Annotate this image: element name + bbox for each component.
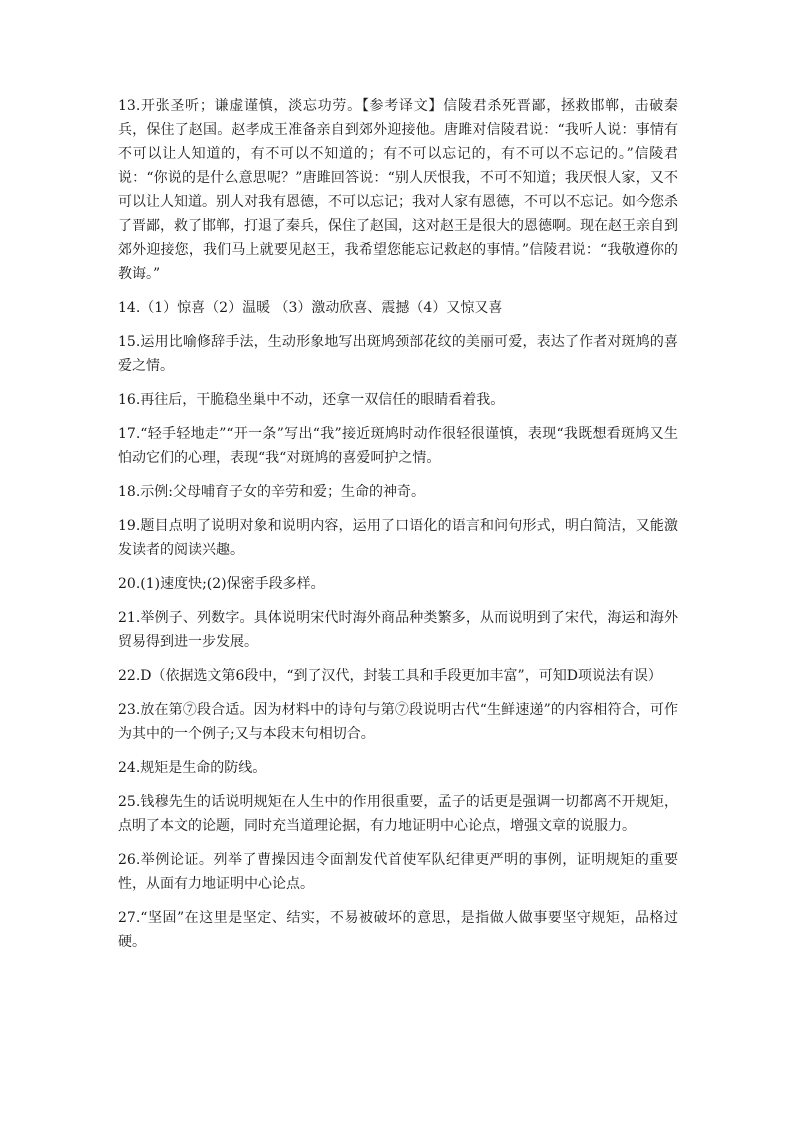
answer-list <box>118 94 678 964</box>
answer-18: 18.示例:父母哺育子女的辛劳和爱；生命的神奇。 <box>118 484 425 500</box>
answer-14: 14.（1）惊喜（2）温暖 （3）激动欣喜、震撼（4）又惊又喜 <box>118 300 503 316</box>
answer-19: 19.题目点明了说明对象和说明内容，运用了口语化的语言和问句形式，明白简洁，又能激发读者的阅读兴趣。 <box>118 518 678 558</box>
answer-15: 15.运用比喻修辞手法，生动形象地写出斑鸠颈部花纹的美丽可爱，表达了作者对斑鸠的喜爱之情。 <box>118 334 678 374</box>
answer-21: 21.举例子、列数字。具体说明宋代时海外商品种类繁多，从而说明到了宋代，海运和海外贸易得到进一步发展。 <box>118 610 678 650</box>
answer-25: 25.钱穆先生的话说明规矩在人生中的作用很重要，孟子的话更是强调一切都离不开规矩，点明了本文的论题，同时充当道理论据，有力地证明中心论点，增强文章的说服力。 <box>118 794 678 834</box>
answer-13: 13.开张圣听；谦虚谨慎，淡忘功劳。【参考译文】信陵君杀死晋鄙，拯救邯郸，击破秦兵，保住了赵国。赵孝成王准备亲自到郊外迎接他。唐雎对信陵君说：“我听人说：事情有不可以让人知道的，有不可以不知道的；有不可以忘记的，有不可以不忘记的。”信陵君说：“你说的是什么意思呢？”唐雎回答说：“别人厌恨我，不可不知道；我厌恨人家，又不可以让人知道。别人对我有恩德，不可以忘记；我对人家有恩德，不可以不忘记。如今您杀了晋鄙，救了邯郸，打退了秦兵，保住了赵国，这对赵王是很大的恩德啊。现在赵王亲自到郊外迎接您，我们马上就要见赵王，我希望您能忘记救赵的事情。”信陵君说：“我敬遵你的教诲。” <box>118 98 678 282</box>
answer-20: 20.(1)速度快;(2)保密手段多样。 <box>118 576 325 592</box>
answer-22: 22.D（依据选文第6段中，“到了汉代，封装工具和手段更加丰富”，可知D项说法有误） <box>118 668 662 684</box>
answer-17: 17.“轻手轻地走”“开一条”写出“我”接近斑鸠时动作很轻很谨慎，表现“我既想看斑鸠又生怕动它们的心理，表现“我“对斑鸠的喜爱呵护之情。 <box>118 426 678 466</box>
answer-24: 24.规矩是生命的防线。 <box>118 760 267 776</box>
answer-16: 16.再往后，干脆稳坐巢中不动，还拿一双信任的眼睛看着我。 <box>118 392 505 408</box>
answer-27: 27.“坚固”在这里是坚定、结实，不易被破坏的意思，是指做人做事要坚守规矩，品格过硬。 <box>118 910 678 950</box>
answer-23: 23.放在第⑦段合适。因为材料中的诗句与第⑦段说明古代“生鲜速递”的内容相符合，可作为其中的一个例子;又与本段末句相切合。 <box>118 702 678 742</box>
answer-26: 26.举例论证。列举了曹操因违令面割发代首使军队纪律更严明的事例，证明规矩的重要性，从面有力地证明中心论点。 <box>118 852 678 892</box>
